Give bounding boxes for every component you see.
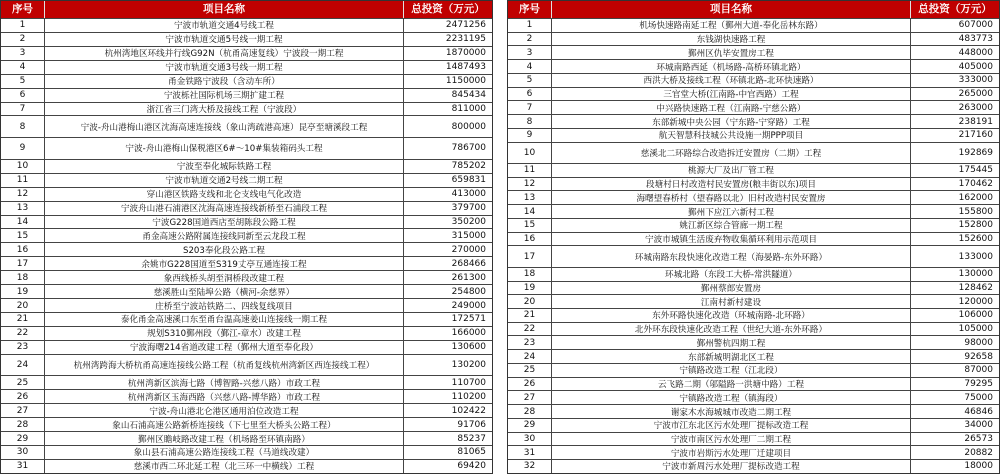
- investment-amount: 1150000: [445, 76, 486, 87]
- project-name: 海曙望春桥村（望春路以北）旧村改造村民安置房: [552, 191, 911, 204]
- row-number: 13: [1, 202, 45, 215]
- investment-amount: 483773: [958, 34, 993, 45]
- project-name: 宁波市江东北区污水处理厂提标改造工程: [552, 419, 911, 432]
- table-row: [1, 270, 492, 284]
- table-row: [508, 377, 999, 391]
- table-header: [1, 1, 492, 18]
- table-row: [1, 403, 492, 417]
- investment-amount: 110200: [451, 391, 486, 402]
- row-number: 20: [508, 295, 552, 308]
- row-number: 25: [508, 364, 552, 377]
- project-name: 宁镇路改造工程（江北段）: [552, 364, 911, 377]
- row-number: 4: [508, 60, 552, 73]
- row-number: 26: [1, 390, 45, 403]
- table-row: [508, 294, 999, 308]
- project-name: 杭州湾跨海大桥杭甬高速连接线公路工程（杭甬复线杭州湾新区西连接线工程）: [45, 355, 404, 376]
- row-number: 12: [508, 178, 552, 191]
- row-number: 1: [1, 19, 45, 32]
- row-number: 6: [1, 89, 45, 102]
- table-row: [1, 173, 492, 187]
- investment-amount: 133000: [958, 251, 993, 262]
- row-number: 4: [1, 61, 45, 74]
- project-name: 鄞州蔡郎安置房: [552, 282, 911, 295]
- project-name: 宁波G228国道西店至胡陈段公路工程: [45, 216, 404, 229]
- investment-amount: 261300: [451, 272, 486, 283]
- investment-amount: 162000: [958, 192, 993, 203]
- table-row: [1, 389, 492, 403]
- row-number: 16: [1, 243, 45, 256]
- row-number: 28: [508, 405, 552, 418]
- project-name: 中兴路快速路工程（江南路-宁慈公路）: [552, 101, 911, 114]
- project-name: 宁波市南区污水处理厂二期工程: [552, 433, 911, 446]
- row-number: 32: [508, 460, 552, 473]
- table-row: [508, 190, 999, 204]
- row-number: 11: [508, 164, 552, 177]
- table-row: [1, 88, 492, 102]
- row-number: 7: [1, 103, 45, 116]
- table-row: [508, 204, 999, 218]
- investment-amount: 785202: [451, 161, 486, 172]
- table-row: [508, 218, 999, 232]
- table-row: [1, 74, 492, 88]
- investment-amount: 172571: [451, 314, 486, 325]
- table-row: [508, 308, 999, 322]
- project-name: 庄桥至宁波站铁路二、四线复线项目: [45, 299, 404, 312]
- table-row: [508, 142, 999, 163]
- table-row: [508, 267, 999, 281]
- row-number: 25: [1, 376, 45, 389]
- project-name: 浙江省三门湾大桥及接线工程（宁波段）: [45, 103, 404, 116]
- table-row: [508, 445, 999, 459]
- investment-amount: 130600: [451, 342, 486, 353]
- investment-amount: 106000: [958, 310, 993, 321]
- investment-amount: 845434: [451, 90, 486, 101]
- investment-amount: 92658: [964, 351, 993, 362]
- table-row: [1, 159, 492, 173]
- row-number: 9: [1, 138, 45, 159]
- left-table: [0, 0, 493, 474]
- row-number: 22: [1, 327, 45, 340]
- table-row: [508, 18, 999, 32]
- project-name: 桃源大厂及出厂管工程: [552, 164, 911, 177]
- project-name: 东部新城中央公园（宁东路-宁穿路）工程: [552, 115, 911, 128]
- row-number: 6: [508, 88, 552, 101]
- table-row: [508, 459, 999, 473]
- header-amount: 总投资（万元）: [411, 3, 485, 15]
- investment-amount: 152600: [958, 234, 993, 245]
- investment-amount: 2471256: [445, 20, 486, 31]
- investment-amount: 155800: [958, 206, 993, 217]
- row-number: 7: [508, 101, 552, 114]
- project-name: 宁波市新周污水处理厂提标改造工程: [552, 460, 911, 473]
- project-name: 东部新城明湖北区工程: [552, 350, 911, 363]
- table-row: [508, 390, 999, 404]
- project-name: 甬金铁路宁波段（含动车所）: [45, 75, 404, 88]
- project-name: 规划S310鄞州段（鄞江-章水）改建工程: [45, 327, 404, 340]
- header-no: 序号: [1, 1, 45, 18]
- table-row: [508, 232, 999, 246]
- table-row: [1, 354, 492, 376]
- table-row: [1, 459, 492, 473]
- table-row: [508, 100, 999, 114]
- investment-amount: 192869: [958, 147, 993, 158]
- row-number: 2: [1, 33, 45, 46]
- investment-amount: 20882: [964, 447, 993, 458]
- table-row: [508, 245, 999, 266]
- investment-amount: 263000: [958, 102, 993, 113]
- table-row: [1, 340, 492, 354]
- investment-amount: 81065: [457, 447, 486, 458]
- table-row: [508, 281, 999, 295]
- row-number: 3: [1, 47, 45, 60]
- row-number: 17: [508, 246, 552, 266]
- investment-amount: 98000: [964, 337, 993, 348]
- table-row: [508, 363, 999, 377]
- row-number: 22: [508, 323, 552, 336]
- header-name: 项目名称: [45, 1, 404, 18]
- project-name: 宁波市城镇生活废弃物收集循环利用示范项目: [552, 233, 911, 246]
- table-row: [1, 215, 492, 229]
- row-number: 24: [1, 355, 45, 376]
- investment-amount: 811000: [451, 103, 486, 114]
- investment-amount: 34000: [964, 420, 993, 431]
- investment-amount: 152800: [958, 220, 993, 231]
- investment-amount: 405000: [958, 61, 993, 72]
- investment-amount: 1487493: [445, 62, 486, 73]
- project-name: 环城南路西延（机场路-高桥环镇北路）: [552, 60, 911, 73]
- table-row: [508, 177, 999, 191]
- row-number: 31: [1, 460, 45, 473]
- project-name: 宁波-舟山港梅山保税港区6#～10#集装箱码头工程: [45, 138, 404, 159]
- investment-amount: 607000: [958, 20, 993, 31]
- header-amount: 总投资（万元）: [918, 3, 992, 15]
- row-number: 5: [1, 75, 45, 88]
- investment-amount: 379700: [451, 203, 486, 214]
- project-name: 杭州湾新区玉海西路（兴慈八路-博华路）市政工程: [45, 390, 404, 403]
- project-name: 宁波-舟山港梅山港区沈海高速连接线（象山湾疏港高速）昆亭至塘溪段工程: [45, 116, 404, 137]
- table-row: [1, 431, 492, 445]
- row-number: 23: [1, 341, 45, 354]
- row-number: 11: [1, 174, 45, 187]
- row-number: 12: [1, 188, 45, 201]
- table-row: [1, 256, 492, 270]
- investment-amount: 130000: [958, 269, 993, 280]
- project-name: 泰化甬金高速溪口东至甬台温高速姜山连接线一期工程: [45, 313, 404, 326]
- table-row: [1, 137, 492, 159]
- project-name: S203奉化段公路工程: [45, 243, 404, 256]
- table-row: [1, 375, 492, 389]
- row-number: 17: [1, 257, 45, 270]
- table-row: [508, 32, 999, 46]
- investment-amount: 102422: [451, 405, 486, 416]
- row-number: 27: [1, 404, 45, 417]
- row-number: 14: [508, 205, 552, 218]
- row-number: 3: [508, 46, 552, 59]
- investment-amount: 249000: [451, 300, 486, 311]
- row-number: 14: [1, 216, 45, 229]
- investment-amount: 120000: [958, 296, 993, 307]
- investment-amount: 128462: [958, 282, 993, 293]
- investment-amount: 79295: [964, 379, 993, 390]
- table-row: [1, 60, 492, 74]
- project-name: 宁镇路改造工程（镇海段）: [552, 391, 911, 404]
- table-row: [1, 115, 492, 137]
- project-name: 宁波至奉化城际铁路工程: [45, 160, 404, 173]
- row-number: 24: [508, 350, 552, 363]
- project-name: 段塘村日村改造村民安置房(粮丰街以东)项目: [552, 178, 911, 191]
- table-row: [508, 335, 999, 349]
- row-number: 15: [508, 219, 552, 232]
- project-name: 慈溪北二环路综合改造拆迁安置房（二期）工程: [552, 143, 911, 163]
- investment-amount: 1870000: [445, 48, 486, 59]
- investment-amount: 46846: [964, 406, 993, 417]
- table-row: [1, 417, 492, 431]
- row-number: 27: [508, 391, 552, 404]
- project-name: 环城北路（东段工大桥-常洪隧道）: [552, 268, 911, 281]
- project-name: 甬金高速公路附属连接线同新至云龙段工程: [45, 229, 404, 242]
- project-name: 航天智慧科技城公共设施一期PPP项目: [552, 129, 911, 142]
- project-name: 谢家木水海城城市改造二期工程: [552, 405, 911, 418]
- investment-amount: 170462: [958, 179, 993, 190]
- project-name: 江南村新村建设: [552, 295, 911, 308]
- row-number: 23: [508, 336, 552, 349]
- table-row: [508, 114, 999, 128]
- row-number: 26: [508, 378, 552, 391]
- table-row: [1, 201, 492, 215]
- row-number: 21: [508, 309, 552, 322]
- table-row: [1, 102, 492, 116]
- row-number: 31: [508, 446, 552, 459]
- investment-amount: 91706: [457, 419, 486, 430]
- investment-amount: 175445: [958, 165, 993, 176]
- project-name: 象山县石浦高速公路连接线工程（马道线改建）: [45, 446, 404, 459]
- investment-amount: 350200: [451, 216, 486, 227]
- investment-amount: 786700: [451, 143, 486, 154]
- investment-amount: 238191: [958, 116, 993, 127]
- investment-amount: 333000: [958, 75, 993, 86]
- table-row: [508, 322, 999, 336]
- investment-amount: 26573: [964, 433, 993, 444]
- project-name: 姚江新区综合管廊一期工程: [552, 219, 911, 232]
- investment-amount: 130200: [451, 360, 486, 371]
- investment-amount: 448000: [958, 47, 993, 58]
- header-no: 序号: [508, 1, 552, 18]
- project-name: 宁波舟山港石浦港区沈海高速连接线新桥至石浦段工程: [45, 202, 404, 215]
- row-number: 15: [1, 229, 45, 242]
- row-number: 2: [508, 33, 552, 46]
- table-row: [1, 284, 492, 298]
- project-name: 杭州湾新区滨海七路（博智路-兴慈八路）市政工程: [45, 376, 404, 389]
- table-row: [1, 445, 492, 459]
- table-row: [1, 32, 492, 46]
- project-name: 杭州湾地区环线并行线G92N（杭甬高速复线）宁波段一期工程: [45, 47, 404, 60]
- table-row: [508, 432, 999, 446]
- project-name: 西洪大桥及接线工程（环镇北路-北环快速路）: [552, 74, 911, 87]
- table-row: [508, 45, 999, 59]
- row-number: 19: [508, 282, 552, 295]
- project-name: 东钱湖快速路工程: [552, 33, 911, 46]
- project-name: 宁波市轨道交通2号线二期工程: [45, 174, 404, 187]
- project-name: 宁波市轨道交通3号线一期工程: [45, 61, 404, 74]
- header-name: 项目名称: [552, 1, 911, 18]
- table-row: [1, 298, 492, 312]
- investment-amount: 265000: [958, 89, 993, 100]
- table-row: [1, 18, 492, 32]
- row-number: 10: [508, 143, 552, 163]
- row-number: 1: [508, 19, 552, 32]
- project-name: 鄞州下应江六新村工程: [552, 205, 911, 218]
- table-row: [1, 242, 492, 256]
- project-name: 宁波栎社国际机场三期扩建工程: [45, 89, 404, 102]
- project-name: 宁波海曙214省道改建工程（鄞州大道至奉化段）: [45, 341, 404, 354]
- project-name: 宁波-舟山港北仑港区通用泊位改造工程: [45, 404, 404, 417]
- investment-amount: 85237: [457, 433, 486, 444]
- row-number: 29: [1, 432, 45, 445]
- project-name: 云飞路二期（邬隘路一洪塘中路）工程: [552, 378, 911, 391]
- row-number: 20: [1, 299, 45, 312]
- project-name: 象西线桥头胡至洞桥段改建工程: [45, 271, 404, 284]
- table-row: [508, 404, 999, 418]
- investment-amount: 659831: [451, 175, 486, 186]
- investment-amount: 105000: [958, 324, 993, 335]
- table-row: [508, 418, 999, 432]
- project-name: 环城南路东段快速化改造工程（海晏路-东外环路）: [552, 246, 911, 266]
- table-body: [508, 18, 999, 473]
- project-name: 穿山港区铁路支线和北仑支线电气化改造: [45, 188, 404, 201]
- project-name: 宁波市轨道交通4号线工程: [45, 19, 404, 32]
- row-number: 5: [508, 74, 552, 87]
- table-row: [508, 163, 999, 177]
- investment-amount: 315000: [451, 230, 486, 241]
- project-name: 慈溪市西二环北延工程（北三环一中横线）工程: [45, 460, 404, 473]
- row-number: 21: [1, 313, 45, 326]
- project-name: 宁波市轨道交通5号线一期工程: [45, 33, 404, 46]
- investment-amount: 87000: [964, 365, 993, 376]
- row-number: 30: [508, 433, 552, 446]
- row-number: 18: [508, 268, 552, 281]
- row-number: 9: [508, 129, 552, 142]
- investment-amount: 217160: [958, 130, 993, 141]
- table-row: [1, 46, 492, 60]
- project-name: 鄞州区瞻岐路改建工程（机场路至环镇南路）: [45, 432, 404, 445]
- table-row: [508, 59, 999, 73]
- investment-amount: 413000: [451, 189, 486, 200]
- row-number: 19: [1, 285, 45, 298]
- project-name: 鄞州区仇毕安置房工程: [552, 46, 911, 59]
- row-number: 13: [508, 191, 552, 204]
- project-name: 三官堂大桥(江南路-中官西路）工程: [552, 88, 911, 101]
- project-name: 象山石浦高速公路新桥连接线（下七里至大桥头公路工程）: [45, 418, 404, 431]
- table-row: [1, 228, 492, 242]
- project-name: 北外环东段快速化改造工程（世纪大道-东外环路）: [552, 323, 911, 336]
- project-name: 机场快速路南延工程（鄞州大道-奉化岳林东路）: [552, 19, 911, 32]
- table-row: [508, 73, 999, 87]
- investment-amount: 18000: [964, 461, 993, 472]
- project-name: 慈溪胜山至陆埠公路（横河-余慈界）: [45, 285, 404, 298]
- project-name: 东外环路快速化改造（环城南路-北环路）: [552, 309, 911, 322]
- investment-amount: 69420: [457, 461, 486, 472]
- investment-amount: 75000: [964, 392, 993, 403]
- investment-amount: 270000: [451, 244, 486, 255]
- table-header: [508, 1, 999, 18]
- investment-amount: 254800: [451, 286, 486, 297]
- investment-amount: 166000: [451, 328, 486, 339]
- row-number: 18: [1, 271, 45, 284]
- row-number: 29: [508, 419, 552, 432]
- row-number: 28: [1, 418, 45, 431]
- table-body: [1, 18, 492, 473]
- table-row: [1, 326, 492, 340]
- row-number: 16: [508, 233, 552, 246]
- row-number: 8: [508, 115, 552, 128]
- table-row: [1, 187, 492, 201]
- row-number: 10: [1, 160, 45, 173]
- table-row: [508, 87, 999, 101]
- table-row: [508, 128, 999, 142]
- investment-amount: 2231195: [445, 34, 486, 45]
- investment-amount: 800000: [451, 121, 486, 132]
- investment-amount: 268466: [451, 258, 486, 269]
- right-table: [507, 0, 1000, 474]
- row-number: 30: [1, 446, 45, 459]
- investment-amount: 110700: [451, 377, 486, 388]
- row-number: 8: [1, 116, 45, 137]
- project-name: 余姚市G228国道至S319丈亭互通连接工程: [45, 257, 404, 270]
- project-name: 宁波市岩斯污水处理厂迁建项目: [552, 446, 911, 459]
- table-row: [508, 349, 999, 363]
- project-name: 鄞州警杭四期工程: [552, 336, 911, 349]
- table-row: [1, 312, 492, 326]
